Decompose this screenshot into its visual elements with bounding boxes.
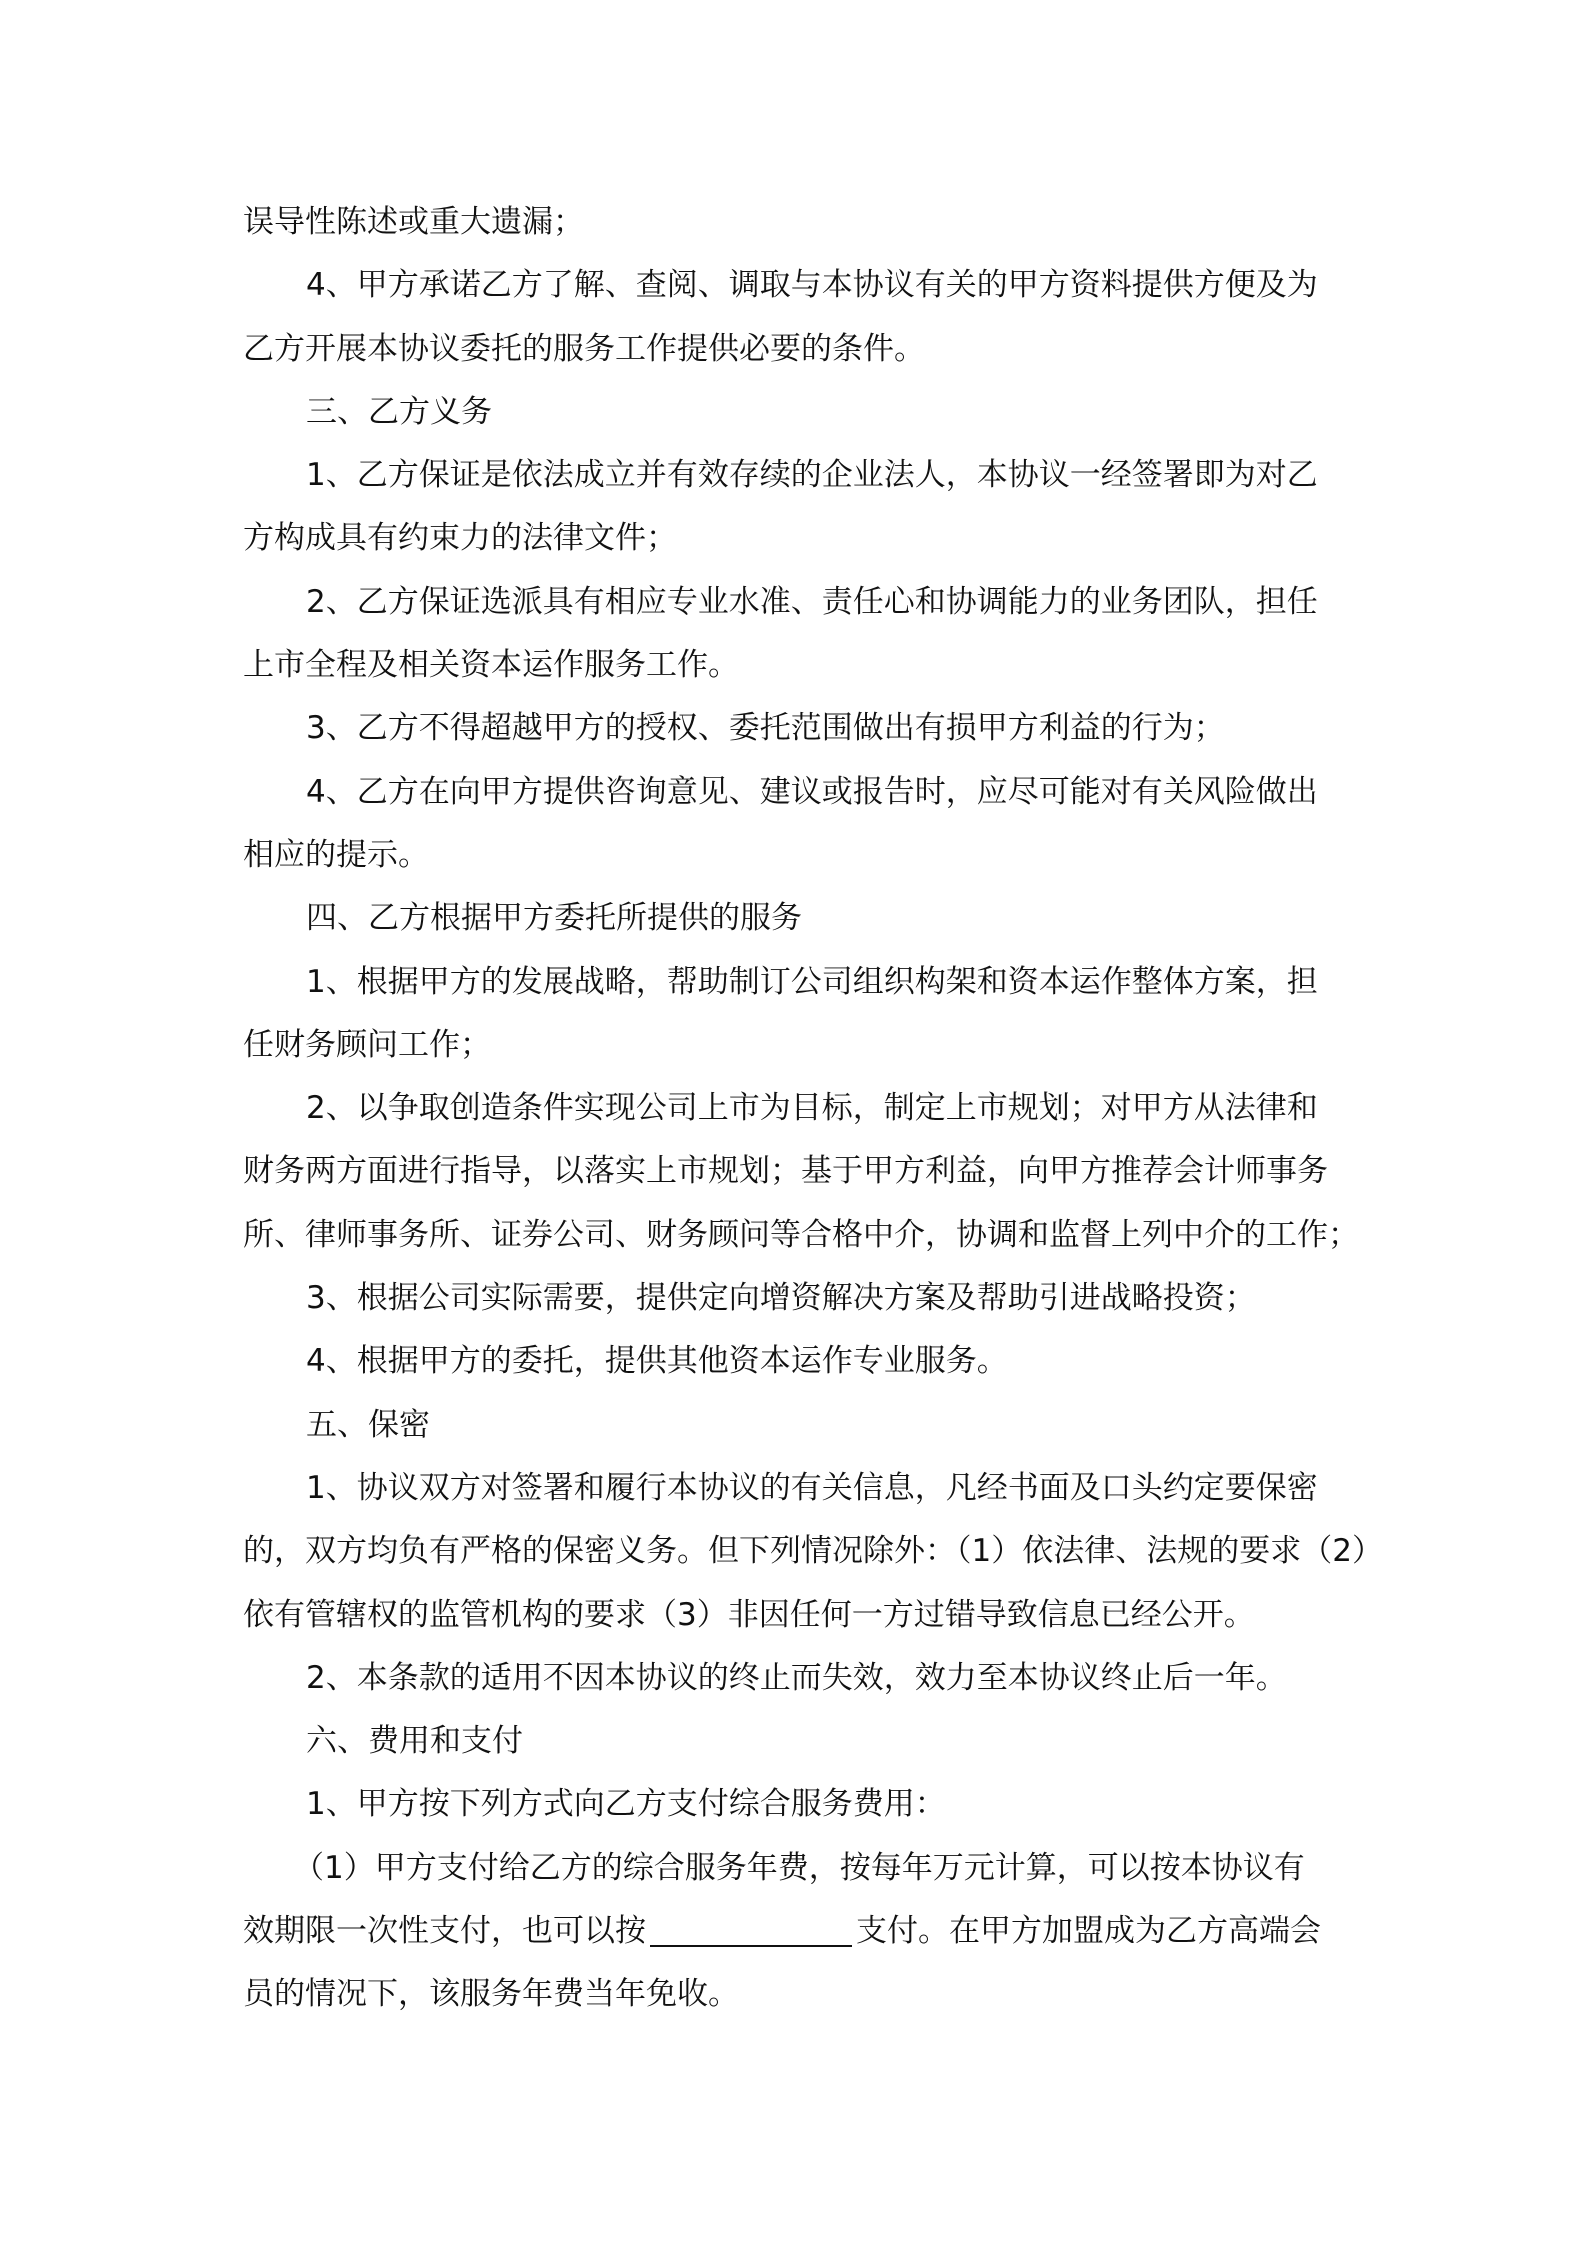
text-line: 员的情况下，该服务年费当年免收。	[243, 1976, 739, 2013]
text-line: 1、协议双方对签署和履行本协议的有关信息，凡经书面及口头约定要保密	[306, 1469, 1318, 1506]
text-line: 误导性陈述或重大遗漏；	[243, 204, 584, 240]
text-line: 3、根据公司实际需要，提供定向增资解决方案及帮助引进战略投资；	[306, 1280, 1256, 1317]
text-line: 依有管辖权的监管机构的要求（3）非因任何一方过错导致信息已经公开。	[243, 1596, 1255, 1633]
text-line-with-blank	[243, 1900, 1355, 1963]
text-line: 4、根据甲方的委托，提供其他资本运作专业服务。	[306, 1343, 1008, 1380]
text-line: 3、乙方不得超越甲方的授权、委托范围做出有损甲方利益的行为；	[306, 710, 1225, 747]
text-line: （1）甲方支付给乙方的综合服务年费，按每年万元计算，可以按本协议有	[293, 1849, 1305, 1886]
text-line: 2、乙方保证选派具有相应专业水准、责任心和协调能力的业务团队，担任	[306, 583, 1318, 620]
text-line: 4、甲方承诺乙方了解、查阅、调取与本协议有关的甲方资料提供方便及为	[306, 267, 1318, 304]
text-line: 方构成具有约束力的法律文件；	[243, 520, 677, 557]
fill-line-after: 支付。在甲方加盟成为乙方高端会	[856, 1913, 1321, 1950]
text-line: 2、本条款的适用不因本协议的终止而失效，效力至本协议终止后一年。	[306, 1659, 1287, 1696]
fill-in-blank	[650, 1909, 852, 1947]
text-line: 所、律师事务所、证券公司、财务顾问等合格中介，协调和监督上列中介的工作；	[243, 1216, 1359, 1253]
text-line: 4、乙方在向甲方提供咨询意见、建议或报告时，应尽可能对有关风险做出	[306, 773, 1318, 810]
text-line: 2、以争取创造条件实现公司上市为目标，制定上市规划；对甲方从法律和	[306, 1090, 1318, 1127]
text-line: 上市全程及相关资本运作服务工作。	[243, 647, 739, 684]
section-heading: 四、乙方根据甲方委托所提供的服务	[306, 900, 802, 937]
text-line: 相应的提示。	[243, 836, 429, 873]
text-line: 任财务顾问工作；	[243, 1026, 491, 1063]
text-line: 1、根据甲方的发展战略，帮助制订公司组织构架和资本运作整体方案，担	[306, 963, 1318, 1000]
text-line: 的，双方均负有严格的保密义务。但下列情况除外：（1）依法律、法规的要求（2）	[243, 1533, 1383, 1570]
text-line: 乙方开展本协议委托的服务工作提供必要的条件。	[243, 330, 925, 367]
fill-line-before: 效期限一次性支付，也可以按	[243, 1913, 646, 1950]
text-line: 1、甲方按下列方式向乙方支付综合服务费用：	[306, 1786, 946, 1823]
document-page	[243, 191, 1383, 2027]
section-heading: 六、费用和支付	[306, 1723, 523, 1760]
section-heading: 五、保密	[306, 1406, 430, 1443]
text-line: 1、乙方保证是依法成立并有效存续的企业法人，本协议一经签署即为对乙	[306, 457, 1318, 494]
text-line: 财务两方面进行指导，以落实上市规划；基于甲方利益，向甲方推荐会计师事务	[243, 1153, 1328, 1190]
section-heading: 三、乙方义务	[306, 393, 492, 430]
